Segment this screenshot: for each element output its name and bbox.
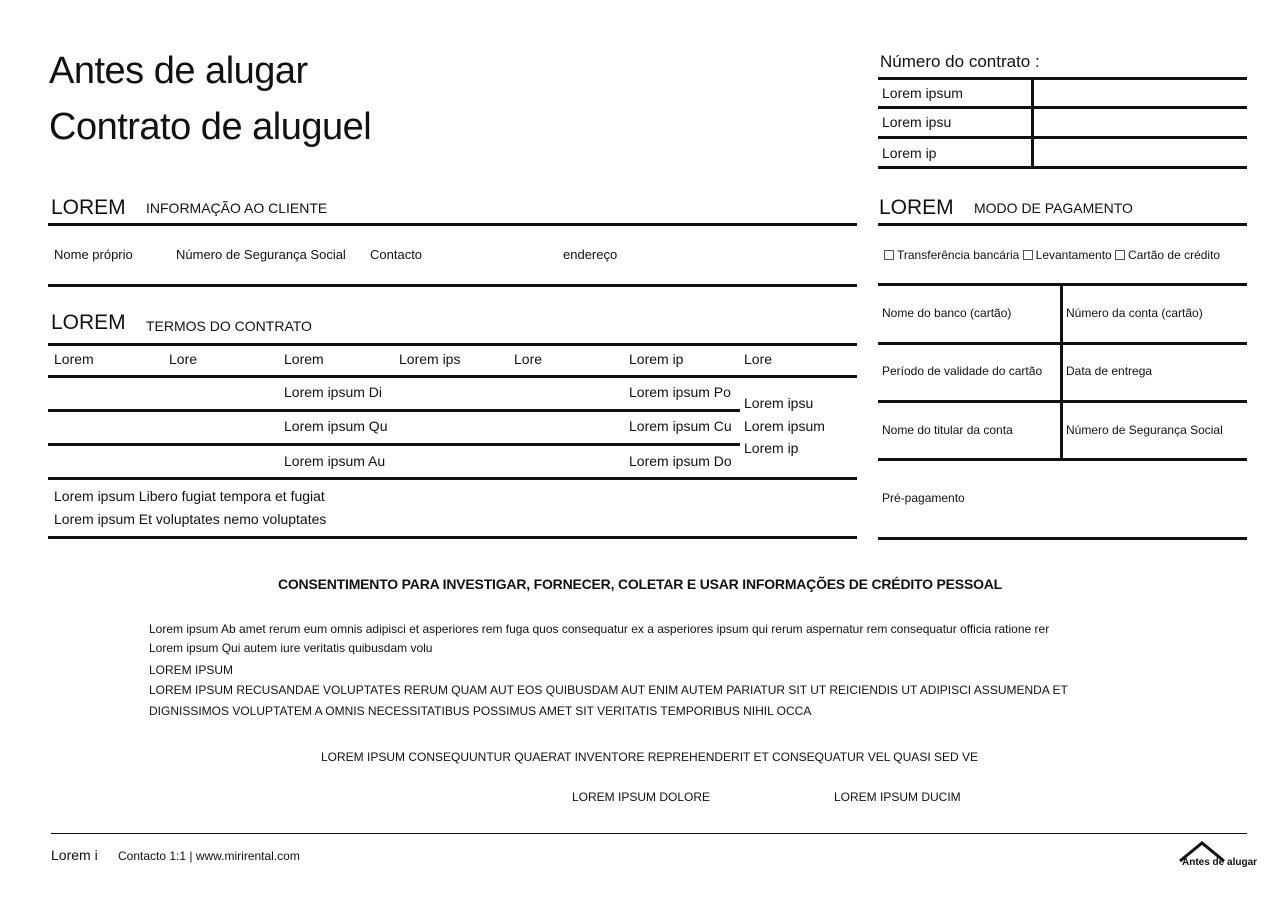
payment-section-title-small: MODO DE PAGAMENTO [974, 200, 1133, 216]
client-section-title-big: LOREM [51, 196, 126, 219]
contract-rule [878, 136, 1247, 139]
consent-paragraph: Lorem ipsum Qui autem iure veritatis quibusdam volu [149, 641, 433, 655]
terms-note: Lorem ipsum Et voluptates nemo voluptates [54, 511, 327, 527]
terms-rule-bottom [48, 536, 857, 539]
payment-field: Data de entrega [1066, 364, 1153, 378]
checkbox-icon[interactable] [1115, 250, 1125, 260]
payment-option-label: Levantamento [1035, 248, 1112, 262]
payment-rule-bottom [878, 537, 1247, 540]
payment-rule-top [878, 223, 1247, 226]
terms-rule [48, 443, 740, 446]
payment-option-withdrawal[interactable] [1023, 248, 1112, 262]
payment-option-credit-card[interactable] [1115, 248, 1220, 262]
terms-header: Lore [514, 351, 543, 367]
signature-label: LOREM IPSUM DOLORE [572, 790, 711, 804]
payment-options [884, 248, 1220, 262]
client-rule-top [48, 223, 857, 226]
terms-note: Lorem ipsum Libero fugiat tempora et fugiat [54, 488, 325, 504]
client-rule-bottom [48, 284, 857, 287]
consent-caps: DIGNISSIMOS VOLUPTATEM A OMNIS NECESSITATIBUS POSSIMUS AMET SIT VERITATIS TEMPORIBUS NIHIL OCCA [149, 704, 812, 718]
payment-section-title-big: LOREM [879, 196, 954, 219]
contract-divider [1031, 77, 1034, 169]
payment-option-label: Transferência bancária [897, 248, 1020, 262]
contract-row-label: Lorem ipsu [882, 114, 952, 130]
title-line-1: Antes de alugar [49, 50, 308, 92]
payment-option-label: Cartão de crédito [1128, 248, 1221, 262]
terms-cell: Lorem ipsum Po [629, 384, 731, 400]
contract-rule-top [878, 77, 1247, 80]
consent-title: CONSENTIMENTO PARA INVESTIGAR, FORNECER, COLETAR E USAR INFORMAÇÕES DE CRÉDITO PESSOAL [277, 576, 1003, 592]
payment-field: Período de validade do cartão [882, 364, 1043, 378]
contract-rule [878, 106, 1247, 109]
footer-logo-text: Antes de alugar [1182, 857, 1258, 868]
terms-header: Lorem ips [399, 351, 461, 367]
consent-caps: LOREM IPSUM RECUSANDAE VOLUPTATES RERUM QUAM AUT EOS QUIBUSDAM AUT ENIM AUTEM PARIATUR SIT UT REICIENDIS UT ADIPISCI ASSUMENDA ET [149, 683, 1068, 697]
payment-field: Nome do titular da conta [882, 423, 1013, 437]
field-contact: Contacto [370, 247, 423, 262]
terms-side-line: Lorem ipsum [744, 418, 825, 434]
terms-header: Lore [169, 351, 198, 367]
terms-rule [48, 409, 740, 412]
terms-rule-top [48, 343, 857, 346]
payment-field: Número de Segurança Social [1066, 423, 1223, 437]
terms-rule [48, 477, 857, 480]
terms-cell: Lorem ipsum Cu [629, 418, 732, 434]
contract-rule-bottom [878, 166, 1247, 169]
checkbox-icon[interactable] [884, 250, 894, 260]
title-line-2: Contrato de aluguel [49, 106, 372, 148]
terms-side-line: Lorem ipsu [744, 395, 814, 411]
payment-divider [1060, 283, 1063, 461]
terms-rule [48, 375, 857, 378]
consent-paragraph: Lorem ipsum Ab amet rerum eum omnis adipisci et asperiores rem fuga quos consequatur ex a asperiores ipsum qui rerum aspernatur rem consequatur officia ratione rer [149, 622, 1050, 636]
client-section-title-small: INFORMAÇÃO AO CLIENTE [146, 200, 328, 216]
signature-label: LOREM IPSUM DUCIM [834, 790, 961, 804]
footer-left-label: Lorem i [51, 847, 98, 863]
payment-option-bank-transfer[interactable] [884, 248, 1019, 262]
terms-cell: Lorem ipsum Au [284, 453, 386, 469]
checkbox-icon[interactable] [1023, 250, 1033, 260]
terms-side-line: Lorem ip [744, 440, 799, 456]
prepayment-label: Pré-pagamento [882, 491, 965, 505]
terms-cell: Lorem ipsum Di [284, 384, 383, 400]
consent-centered: LOREM IPSUM CONSEQUUNTUR QUAERAT INVENTORE REPREHENDERIT ET CONSEQUATUR VEL QUASI SED VE [321, 750, 978, 764]
payment-field: Número da conta (cartão) [1066, 306, 1203, 320]
footer-rule [51, 833, 1247, 834]
footer-logo [1176, 840, 1258, 870]
field-first-name: Nome próprio [54, 247, 133, 262]
terms-section-title-big: LOREM [51, 311, 126, 334]
terms-cell: Lorem ipsum Do [629, 453, 732, 469]
terms-header: Lorem [284, 351, 324, 367]
terms-header: Lore [744, 351, 773, 367]
consent-caps: LOREM IPSUM [149, 663, 234, 677]
payment-field: Nome do banco (cartão) [882, 306, 1012, 320]
terms-cell: Lorem ipsum Qu [284, 418, 388, 434]
terms-section-title-small: TERMOS DO CONTRATO [146, 318, 312, 334]
field-social-security: Número de Segurança Social [176, 247, 346, 262]
footer-contact: Contacto 1:1 | www.mirirental.com [118, 849, 300, 863]
contract-row-label: Lorem ipsum [882, 85, 963, 101]
terms-header: Lorem ip [629, 351, 684, 367]
field-address: endereço [563, 247, 618, 262]
contract-number-label: Número do contrato : [880, 52, 1040, 71]
contract-row-label: Lorem ip [882, 145, 937, 161]
terms-header: Lorem [54, 351, 94, 367]
